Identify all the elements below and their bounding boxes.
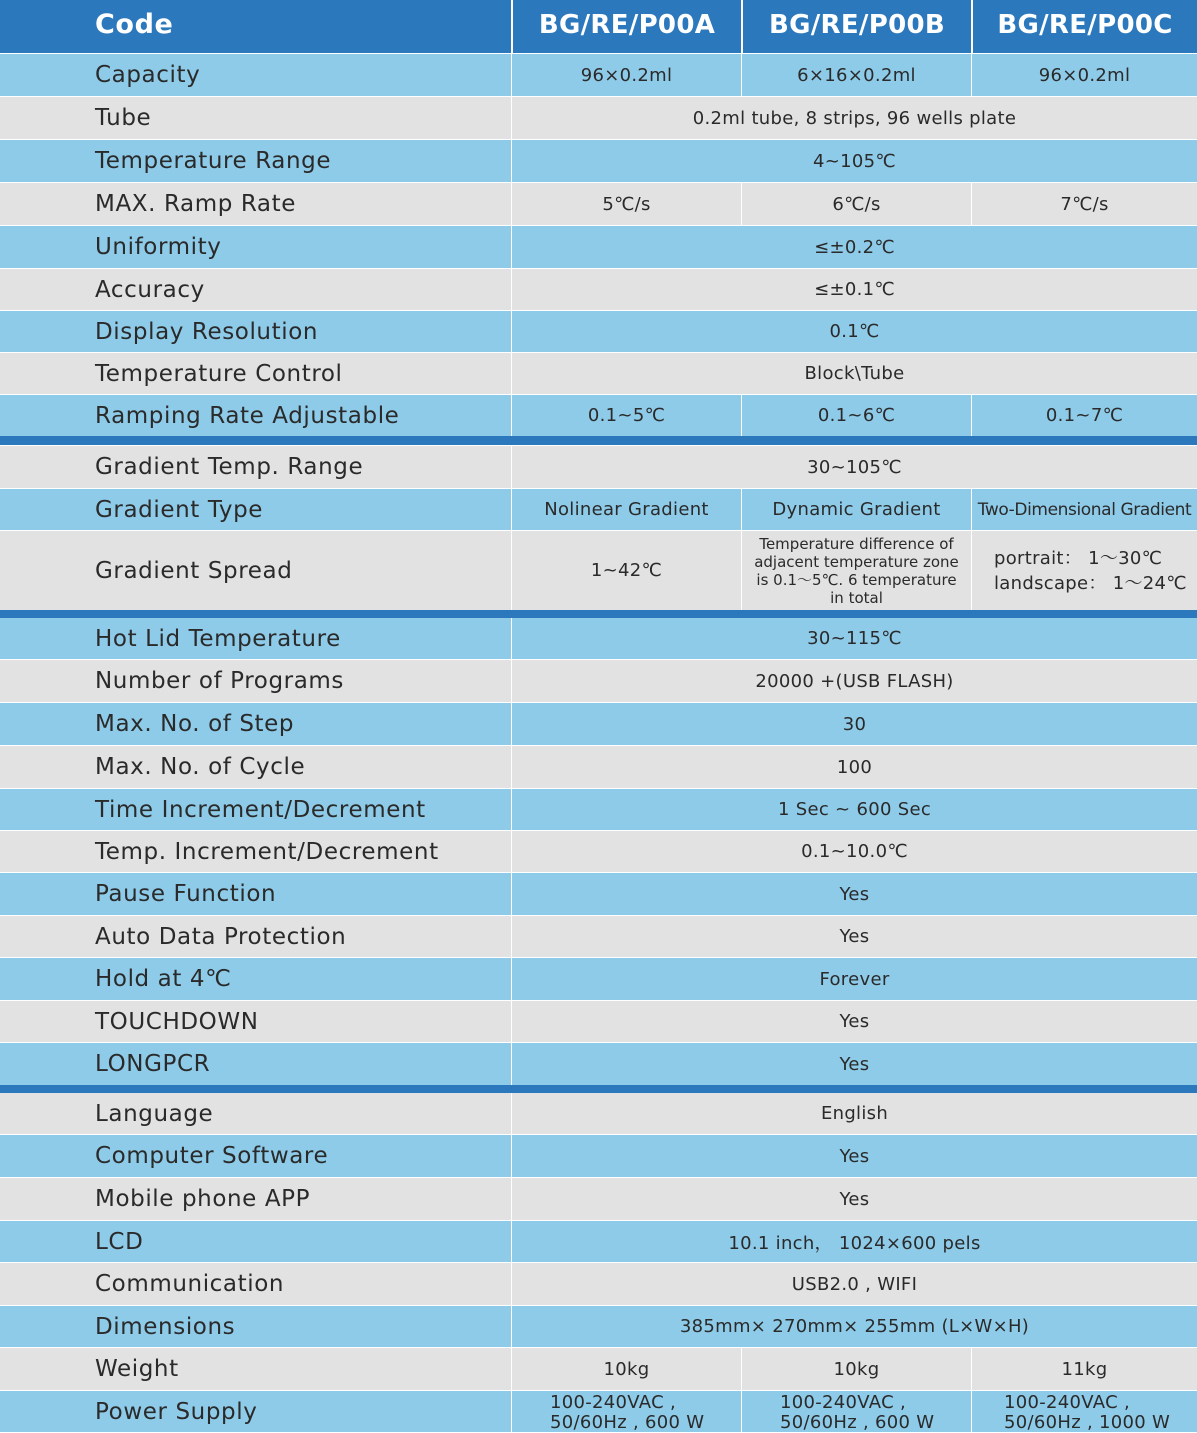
value-c: 11kg	[971, 1348, 1197, 1390]
value-all: 30	[511, 703, 1197, 745]
row-label: Max. No. of Cycle	[95, 754, 306, 780]
table-row-gradient-spread	[0, 531, 1197, 610]
table-row-dimensions	[0, 1306, 1197, 1347]
value-all: 385mm× 270mm× 255mm (L×W×H)	[511, 1306, 1197, 1347]
table-row-gradient-temp-range	[0, 446, 1197, 488]
value-all: USB2.0 , WIFI	[511, 1263, 1197, 1305]
table-row-hot-lid-temperature	[0, 618, 1197, 659]
row-label: Weight	[95, 1356, 179, 1382]
value-c: 96×0.2ml	[971, 54, 1197, 96]
header-code-label: Code	[95, 9, 174, 40]
row-label: Display Resolution	[95, 318, 319, 345]
value-all: 4~105℃	[511, 140, 1197, 182]
value-all: Block\Tube	[511, 353, 1197, 394]
header-model-b: BG/RE/P00B	[741, 0, 971, 53]
row-label: Pause Function	[95, 881, 277, 907]
table-row-longpcr	[0, 1043, 1197, 1085]
table-row-power-supply	[0, 1391, 1197, 1432]
value-a	[511, 1391, 741, 1432]
value-a: Nolinear Gradient	[511, 489, 741, 530]
row-label: Mobile phone APP	[95, 1186, 311, 1212]
value-all: 0.2ml tube, 8 strips, 96 wells plate	[511, 97, 1197, 139]
row-label: Dimensions	[95, 1313, 236, 1340]
table-row-temperature-range	[0, 140, 1197, 182]
value-all: 20000 +(USB FLASH)	[511, 660, 1197, 702]
value-c	[971, 531, 1197, 610]
value-c: 7℃/s	[971, 183, 1197, 225]
row-label: Ramping Rate Adjustable	[95, 402, 400, 429]
table-row-gradient-type	[0, 489, 1197, 530]
table-row-weight	[0, 1348, 1197, 1390]
row-label: Auto Data Protection	[95, 923, 347, 950]
section-divider	[0, 610, 1197, 618]
value-c-line2: 50/60Hz , 1000 W	[1004, 1411, 1171, 1433]
table-row-number-of-programs	[0, 660, 1197, 702]
header-model-a: BG/RE/P00A	[511, 0, 741, 53]
value-all: Yes	[511, 1135, 1197, 1177]
row-label: Temperature Range	[95, 148, 332, 174]
row-label: Power Supply	[95, 1398, 258, 1425]
table-row-max-ramp-rate	[0, 183, 1197, 225]
row-label: MAX. Ramp Rate	[95, 191, 296, 217]
table-row-computer-software	[0, 1135, 1197, 1177]
table-row-display-resolution	[0, 311, 1197, 352]
value-all: Yes	[511, 1001, 1197, 1042]
value-all: English	[511, 1093, 1197, 1134]
value-all: Yes	[511, 873, 1197, 915]
row-label: Uniformity	[95, 234, 222, 260]
value-all: 0.1℃	[511, 311, 1197, 352]
value-all: 10.1 inch， 1024×600 pels	[511, 1221, 1197, 1262]
value-c-line1: 100-240VAC ,	[1004, 1391, 1130, 1413]
value-all: 30~105℃	[511, 446, 1197, 488]
row-label: Accuracy	[95, 276, 205, 303]
table-row-accuracy	[0, 269, 1197, 310]
header-model-c: BG/RE/P00C	[971, 0, 1197, 53]
table-row-time-increment	[0, 789, 1197, 830]
row-label: LONGPCR	[95, 1051, 211, 1077]
table-row-capacity	[0, 54, 1197, 96]
row-label: Tube	[95, 105, 152, 131]
value-all: 0.1~10.0℃	[511, 831, 1197, 872]
value-all: Forever	[511, 958, 1197, 1000]
value-c	[971, 1391, 1197, 1432]
table-header	[0, 0, 1197, 53]
table-row-language	[0, 1093, 1197, 1134]
row-label: Computer Software	[95, 1143, 329, 1169]
section-divider	[0, 436, 1197, 445]
row-label: Number of Programs	[95, 668, 345, 694]
table-row-pause-function	[0, 873, 1197, 915]
value-a: 10kg	[511, 1348, 741, 1390]
row-label: Language	[95, 1100, 214, 1127]
row-label: Capacity	[95, 62, 201, 88]
table-row-max-no-of-cycle	[0, 746, 1197, 788]
table-row-mobile-phone-app	[0, 1178, 1197, 1220]
value-all: ≤±0.2℃	[511, 226, 1197, 268]
value-a-line2: 50/60Hz , 600 W	[550, 1411, 705, 1433]
value-b: Dynamic Gradient	[741, 489, 971, 530]
table-row-tube	[0, 97, 1197, 139]
table-row-temperature-control	[0, 353, 1197, 394]
value-c-portrait: portrait： 1～30℃	[994, 547, 1163, 569]
value-all: ≤±0.1℃	[511, 269, 1197, 310]
row-label: LCD	[95, 1228, 144, 1255]
table-row-temp-increment	[0, 831, 1197, 872]
value-b: 0.1~6℃	[741, 395, 971, 436]
value-b	[741, 1391, 971, 1432]
row-label: Time Increment/Decrement	[95, 796, 426, 823]
value-b: 6×16×0.2ml	[741, 54, 971, 96]
value-all: 1 Sec ~ 600 Sec	[511, 789, 1197, 830]
value-c: Two-Dimensional Gradient	[971, 489, 1197, 530]
row-label: Hot Lid Temperature	[95, 625, 341, 652]
value-all: Yes	[511, 916, 1197, 957]
value-b-line1: 100-240VAC ,	[780, 1391, 906, 1413]
table-row-max-no-of-step	[0, 703, 1197, 745]
value-a-line1: 100-240VAC ,	[550, 1391, 676, 1413]
table-row-uniformity	[0, 226, 1197, 268]
value-b: 6℃/s	[741, 183, 971, 225]
table-row-communication	[0, 1263, 1197, 1305]
value-all: Yes	[511, 1043, 1197, 1085]
row-label: Communication	[95, 1271, 285, 1297]
table-row-lcd	[0, 1221, 1197, 1262]
value-all: Yes	[511, 1178, 1197, 1220]
section-divider	[0, 1085, 1197, 1093]
value-b-line2: 50/60Hz , 600 W	[780, 1411, 935, 1433]
row-label: Gradient Type	[95, 496, 264, 523]
table-row-hold-at-4	[0, 958, 1197, 1000]
value-b: Temperature difference of adjacent temperature zone is 0.1～5℃. 6 temperature in total	[741, 531, 971, 610]
value-a: 96×0.2ml	[511, 54, 741, 96]
value-all: 100	[511, 746, 1197, 788]
row-label: Hold at 4℃	[95, 966, 232, 992]
value-all: 30~115℃	[511, 618, 1197, 659]
value-b: 10kg	[741, 1348, 971, 1390]
row-label: Gradient Temp. Range	[95, 454, 364, 480]
table-row-auto-data-protection	[0, 916, 1197, 957]
table-row-touchdown	[0, 1001, 1197, 1042]
row-label: TOUCHDOWN	[95, 1008, 259, 1035]
value-a: 0.1~5℃	[511, 395, 741, 436]
value-a: 1~42℃	[511, 531, 741, 610]
row-label: Temperature Control	[95, 360, 343, 387]
table-row-ramping-rate-adjustable	[0, 395, 1197, 436]
row-label: Gradient Spread	[95, 557, 293, 584]
value-a: 5℃/s	[511, 183, 741, 225]
value-c-landscape: landscape： 1～24℃	[994, 572, 1187, 594]
value-c: 0.1~7℃	[971, 395, 1197, 436]
row-label: Max. No. of Step	[95, 711, 295, 737]
row-label: Temp. Increment/Decrement	[95, 838, 439, 865]
